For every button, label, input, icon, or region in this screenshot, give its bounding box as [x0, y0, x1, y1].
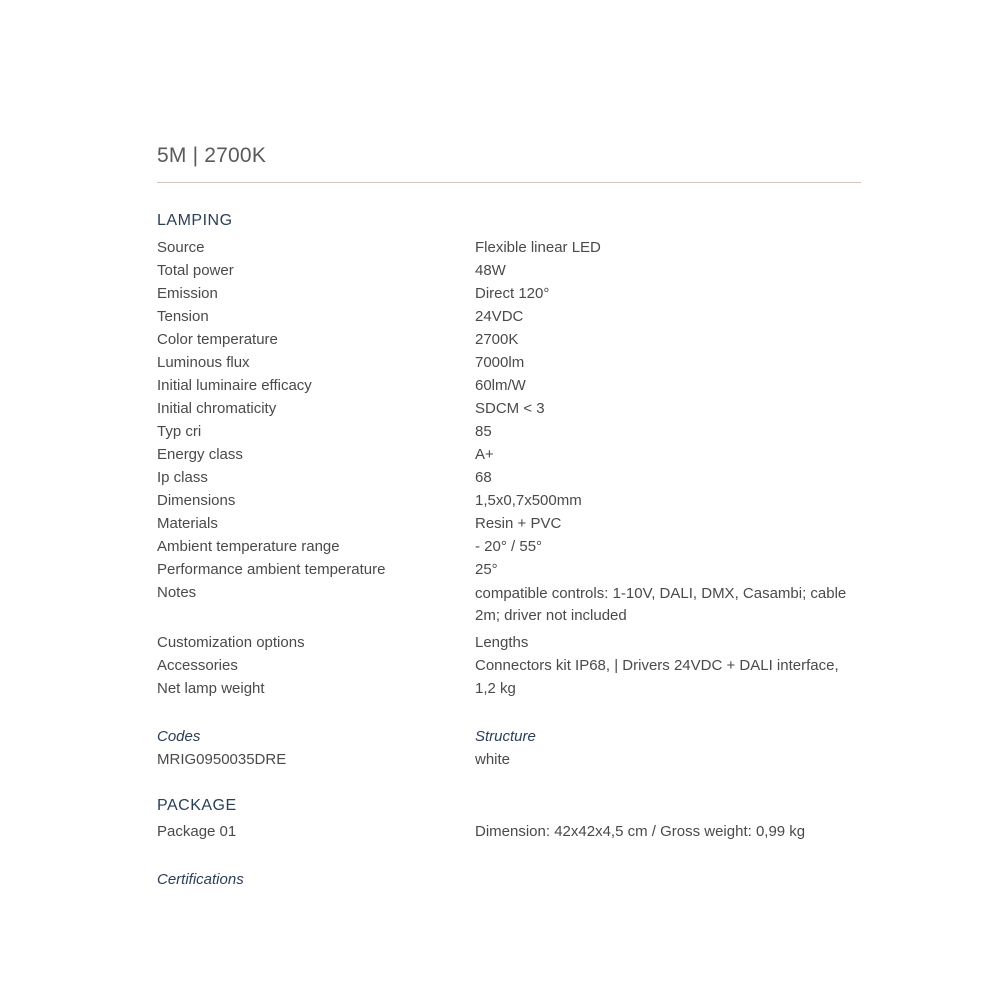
package-row: [157, 820, 861, 843]
spec-row-materials: [157, 512, 861, 535]
spec-label: Luminous flux: [157, 354, 250, 371]
spec-label: Initial chromaticity: [157, 400, 277, 417]
page-title: 5M | 2700K: [157, 144, 267, 167]
spec-value: 48W: [475, 262, 506, 279]
codes-heading: Codes: [157, 728, 201, 745]
spec-label: Energy class: [157, 446, 243, 463]
spec-row-color-temperature: [157, 328, 861, 351]
notes-line: compatible controls: 1-10V, DALI, DMX, Casambi; cable: [475, 585, 847, 602]
spec-value: 68: [475, 469, 492, 486]
spec-label: Customization options: [157, 634, 305, 651]
package-value: Dimension: 42x42x4,5 cm / Gross weight: 0,99 kg: [475, 823, 806, 840]
spec-value: Flexible linear LED: [475, 239, 601, 256]
spec-value: 7000lm: [475, 354, 525, 371]
spec-row-luminous-flux: [157, 351, 861, 374]
spec-row-emission: [157, 282, 861, 305]
spec-row-customization: [157, 631, 861, 654]
spec-row-source: [157, 236, 861, 259]
spec-label: Source: [157, 239, 205, 256]
spec-value: - 20° / 55°: [475, 538, 543, 555]
title-divider: [157, 182, 861, 183]
spec-row-total-power: [157, 259, 861, 282]
spec-value: Direct 120°: [475, 285, 550, 302]
spec-label: Emission: [157, 285, 218, 302]
spec-label: Initial luminaire efficacy: [157, 377, 312, 394]
spec-row-dimensions: [157, 489, 861, 512]
product-spec-sheet: [157, 0, 861, 1000]
spec-value: 2700K: [475, 331, 519, 348]
spec-label: Dimensions: [157, 492, 236, 509]
spec-row-chromaticity: [157, 397, 861, 420]
structure-heading: Structure: [475, 728, 536, 745]
spec-row-efficacy: [157, 374, 861, 397]
spec-value: Resin + PVC: [475, 515, 562, 532]
certifications-heading: Certifications: [157, 871, 244, 888]
spec-value: 60lm/W: [475, 377, 526, 394]
spec-label: Tension: [157, 308, 209, 325]
spec-value: 24VDC: [475, 308, 524, 325]
spec-row-ambient-temperature: [157, 535, 861, 558]
package-label: Package 01: [157, 823, 237, 840]
spec-row-notes: [157, 581, 861, 627]
spec-value: Connectors kit IP68, | Drivers 24VDC + DALI interface,: [475, 657, 839, 674]
spec-label: Accessories: [157, 657, 238, 674]
spec-label: Ip class: [157, 469, 208, 486]
spec-row-net-weight: [157, 677, 861, 700]
spec-label: Ambient temperature range: [157, 538, 340, 555]
spec-label: Net lamp weight: [157, 680, 265, 697]
spec-label: Color temperature: [157, 331, 278, 348]
spec-value: 85: [475, 423, 492, 440]
certifications-heading-cut: [157, 866, 244, 888]
spec-label: Notes: [157, 584, 197, 601]
product-code: MRIG0950035DRE: [157, 751, 287, 768]
lamping-spec-list: [157, 236, 861, 700]
spec-value: [475, 581, 861, 627]
notes-line: 2m; driver not included: [475, 607, 627, 624]
spec-row-accessories: [157, 654, 861, 677]
spec-value: A+: [475, 446, 494, 463]
spec-label: Performance ambient temperature: [157, 561, 386, 578]
spec-value: 25°: [475, 561, 498, 578]
spec-row-tension: [157, 305, 861, 328]
spec-row-performance-temperature: [157, 558, 861, 581]
lamping-heading: LAMPING: [157, 212, 233, 229]
spec-row-energy-class: [157, 443, 861, 466]
package-heading: PACKAGE: [157, 797, 237, 814]
spec-value: 1,5x0,7x500mm: [475, 492, 582, 509]
spec-value: Lengths: [475, 634, 529, 651]
codes-column: [157, 725, 286, 771]
spec-row-ip-class: [157, 466, 861, 489]
structure-column: [475, 725, 536, 771]
spec-label: Materials: [157, 515, 218, 532]
spec-label: Typ cri: [157, 423, 202, 440]
spec-value: SDCM < 3: [475, 400, 545, 417]
spec-label: Total power: [157, 262, 234, 279]
structure-value: white: [475, 751, 511, 768]
spec-row-typ-cri: [157, 420, 861, 443]
spec-value: 1,2 kg: [475, 680, 516, 697]
